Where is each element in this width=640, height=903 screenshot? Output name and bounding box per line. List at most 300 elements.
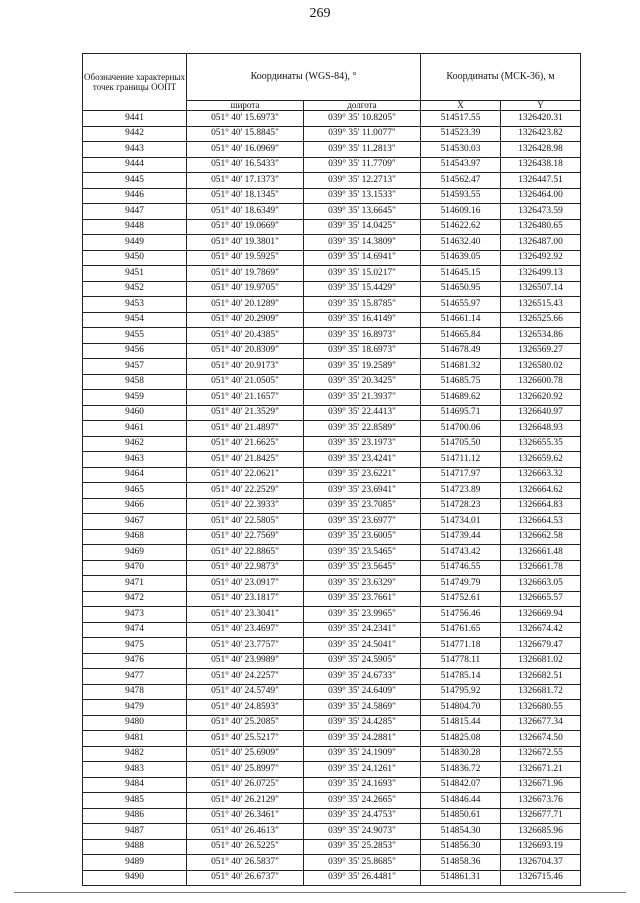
latitude-cell: 051° 40' 25.6909"	[187, 746, 304, 762]
table-row	[83, 328, 581, 344]
point-id: 9447	[83, 204, 187, 220]
longitude-cell: 039° 35' 24.2665"	[304, 793, 421, 809]
table-row	[83, 483, 581, 499]
y-cell: 1326580.02	[501, 359, 581, 375]
y-cell: 1326674.50	[501, 731, 581, 747]
table-row	[83, 591, 581, 607]
y-cell: 1326664.53	[501, 514, 581, 530]
point-id: 9467	[83, 514, 187, 530]
y-cell: 1326620.92	[501, 390, 581, 406]
longitude-cell: 039° 35' 23.7661"	[304, 591, 421, 607]
point-id: 9444	[83, 157, 187, 173]
x-cell: 514825.08	[421, 731, 501, 747]
x-cell: 514517.55	[421, 111, 501, 127]
header-wgs84: Координаты (WGS-84), °	[187, 54, 421, 101]
x-cell: 514830.28	[421, 746, 501, 762]
table-row	[83, 204, 581, 220]
x-cell: 514562.47	[421, 173, 501, 189]
table-row	[83, 839, 581, 855]
latitude-cell: 051° 40' 26.3461"	[187, 808, 304, 824]
longitude-cell: 039° 35' 24.1909"	[304, 746, 421, 762]
table-row	[83, 111, 581, 127]
header-longitude: долгота	[304, 101, 421, 111]
latitude-cell: 051° 40' 22.0621"	[187, 467, 304, 483]
x-cell: 514695.71	[421, 405, 501, 421]
table-row	[83, 653, 581, 669]
table-row	[83, 607, 581, 623]
table-row	[83, 312, 581, 328]
point-id: 9466	[83, 498, 187, 514]
longitude-cell: 039° 35' 24.1261"	[304, 762, 421, 778]
table-row	[83, 436, 581, 452]
longitude-cell: 039° 35' 10.8205"	[304, 111, 421, 127]
table-row	[83, 560, 581, 576]
x-cell: 514645.15	[421, 266, 501, 282]
y-cell: 1326680.55	[501, 700, 581, 716]
x-cell: 514622.62	[421, 219, 501, 235]
longitude-cell: 039° 35' 14.3809"	[304, 235, 421, 251]
longitude-cell: 039° 35' 15.0217"	[304, 266, 421, 282]
longitude-cell: 039° 35' 23.5465"	[304, 545, 421, 561]
longitude-cell: 039° 35' 23.6941"	[304, 483, 421, 499]
x-cell: 514804.70	[421, 700, 501, 716]
point-id: 9465	[83, 483, 187, 499]
latitude-cell: 051° 40' 19.0669"	[187, 219, 304, 235]
point-id: 9490	[83, 870, 187, 886]
longitude-cell: 039° 35' 24.4285"	[304, 715, 421, 731]
longitude-cell: 039° 35' 14.6941"	[304, 250, 421, 266]
point-id: 9488	[83, 839, 187, 855]
longitude-cell: 039° 35' 11.2813"	[304, 142, 421, 158]
y-cell: 1326447.51	[501, 173, 581, 189]
header-msk36: Координаты (МСК-36), м	[421, 54, 581, 101]
latitude-cell: 051° 40' 21.1657"	[187, 390, 304, 406]
longitude-cell: 039° 35' 24.5905"	[304, 653, 421, 669]
latitude-cell: 051° 40' 19.9705"	[187, 281, 304, 297]
x-cell: 514854.30	[421, 824, 501, 840]
latitude-cell: 051° 40' 26.6737"	[187, 870, 304, 886]
table-row	[83, 824, 581, 840]
point-id: 9454	[83, 312, 187, 328]
latitude-cell: 051° 40' 19.5925"	[187, 250, 304, 266]
point-id: 9451	[83, 266, 187, 282]
y-cell: 1326677.71	[501, 808, 581, 824]
x-cell: 514632.40	[421, 235, 501, 251]
table-row	[83, 762, 581, 778]
point-id: 9471	[83, 576, 187, 592]
point-id: 9479	[83, 700, 187, 716]
point-id: 9449	[83, 235, 187, 251]
point-id: 9456	[83, 343, 187, 359]
table-row	[83, 421, 581, 437]
point-id: 9478	[83, 684, 187, 700]
longitude-cell: 039° 35' 22.4413"	[304, 405, 421, 421]
x-cell: 514689.62	[421, 390, 501, 406]
x-cell: 514815.44	[421, 715, 501, 731]
table-row	[83, 405, 581, 421]
table-row	[83, 235, 581, 251]
latitude-cell: 051° 40' 21.0505"	[187, 374, 304, 390]
x-cell: 514593.55	[421, 188, 501, 204]
table-row	[83, 808, 581, 824]
longitude-cell: 039° 35' 15.4429"	[304, 281, 421, 297]
longitude-cell: 039° 35' 14.0425"	[304, 219, 421, 235]
header-latitude: широта	[187, 101, 304, 111]
y-cell: 1326473.59	[501, 204, 581, 220]
x-cell: 514846.44	[421, 793, 501, 809]
latitude-cell: 051° 40' 23.9989"	[187, 653, 304, 669]
longitude-cell: 039° 35' 24.5869"	[304, 700, 421, 716]
x-cell: 514795.92	[421, 684, 501, 700]
table-row	[83, 638, 581, 654]
point-id: 9470	[83, 560, 187, 576]
point-id: 9460	[83, 405, 187, 421]
point-id: 9472	[83, 591, 187, 607]
point-id: 9462	[83, 436, 187, 452]
y-cell: 1326681.02	[501, 653, 581, 669]
table-row	[83, 622, 581, 638]
point-id: 9453	[83, 297, 187, 313]
table-row	[83, 529, 581, 545]
table-row	[83, 870, 581, 886]
latitude-cell: 051° 40' 24.8593"	[187, 700, 304, 716]
longitude-cell: 039° 35' 25.8685"	[304, 855, 421, 871]
point-id: 9450	[83, 250, 187, 266]
longitude-cell: 039° 35' 24.9073"	[304, 824, 421, 840]
y-cell: 1326669.94	[501, 607, 581, 623]
x-cell: 514717.97	[421, 467, 501, 483]
coordinates-table	[82, 53, 581, 886]
point-id: 9446	[83, 188, 187, 204]
longitude-cell: 039° 35' 24.6733"	[304, 669, 421, 685]
table-row	[83, 281, 581, 297]
x-cell: 514685.75	[421, 374, 501, 390]
y-cell: 1326674.42	[501, 622, 581, 638]
point-id: 9457	[83, 359, 187, 375]
footer-divider	[14, 892, 626, 893]
y-cell: 1326420.31	[501, 111, 581, 127]
point-id: 9445	[83, 173, 187, 189]
latitude-cell: 051° 40' 26.5225"	[187, 839, 304, 855]
latitude-cell: 051° 40' 22.3933"	[187, 498, 304, 514]
x-cell: 514681.32	[421, 359, 501, 375]
latitude-cell: 051° 40' 25.2085"	[187, 715, 304, 731]
x-cell: 514678.49	[421, 343, 501, 359]
latitude-cell: 051° 40' 20.1289"	[187, 297, 304, 313]
page-number: 269	[309, 6, 331, 21]
latitude-cell: 051° 40' 24.2257"	[187, 669, 304, 685]
point-id: 9468	[83, 529, 187, 545]
longitude-cell: 039° 35' 18.6973"	[304, 343, 421, 359]
point-id: 9483	[83, 762, 187, 778]
x-cell: 514705.50	[421, 436, 501, 452]
y-cell: 1326655.35	[501, 436, 581, 452]
table-row	[83, 266, 581, 282]
x-cell: 514761.65	[421, 622, 501, 638]
latitude-cell: 051° 40' 26.5837"	[187, 855, 304, 871]
x-cell: 514743.42	[421, 545, 501, 561]
x-cell: 514771.18	[421, 638, 501, 654]
latitude-cell: 051° 40' 25.5217"	[187, 731, 304, 747]
y-cell: 1326671.96	[501, 777, 581, 793]
longitude-cell: 039° 35' 12.2713"	[304, 173, 421, 189]
y-cell: 1326659.62	[501, 452, 581, 468]
table-row	[83, 746, 581, 762]
x-cell: 514728.23	[421, 498, 501, 514]
point-id: 9477	[83, 669, 187, 685]
header-x: X	[421, 101, 501, 111]
latitude-cell: 051° 40' 16.5433"	[187, 157, 304, 173]
point-id: 9476	[83, 653, 187, 669]
table-row	[83, 793, 581, 809]
latitude-cell: 051° 40' 18.6349"	[187, 204, 304, 220]
table-row	[83, 700, 581, 716]
y-cell: 1326665.57	[501, 591, 581, 607]
table-row	[83, 142, 581, 158]
table-row	[83, 731, 581, 747]
y-cell: 1326685.96	[501, 824, 581, 840]
x-cell: 514609.16	[421, 204, 501, 220]
point-id: 9486	[83, 808, 187, 824]
longitude-cell: 039° 35' 22.8589"	[304, 421, 421, 437]
table-row	[83, 467, 581, 483]
latitude-cell: 051° 40' 26.4613"	[187, 824, 304, 840]
longitude-cell: 039° 35' 20.3425"	[304, 374, 421, 390]
table-row	[83, 250, 581, 266]
x-cell: 514785.14	[421, 669, 501, 685]
latitude-cell: 051° 40' 22.9873"	[187, 560, 304, 576]
latitude-cell: 051° 40' 17.1373"	[187, 173, 304, 189]
y-cell: 1326438.18	[501, 157, 581, 173]
table-row	[83, 343, 581, 359]
longitude-cell: 039° 35' 24.5041"	[304, 638, 421, 654]
point-id: 9469	[83, 545, 187, 561]
latitude-cell: 051° 40' 15.6973"	[187, 111, 304, 127]
y-cell: 1326662.58	[501, 529, 581, 545]
table-row	[83, 514, 581, 530]
y-cell: 1326682.51	[501, 669, 581, 685]
y-cell: 1326663.05	[501, 576, 581, 592]
longitude-cell: 039° 35' 23.6329"	[304, 576, 421, 592]
point-id: 9485	[83, 793, 187, 809]
x-cell: 514661.14	[421, 312, 501, 328]
point-id: 9484	[83, 777, 187, 793]
y-cell: 1326499.13	[501, 266, 581, 282]
latitude-cell: 051° 40' 20.4385"	[187, 328, 304, 344]
table-body	[83, 111, 581, 886]
y-cell: 1326569.27	[501, 343, 581, 359]
latitude-cell: 051° 40' 26.2129"	[187, 793, 304, 809]
y-cell: 1326715.46	[501, 870, 581, 886]
point-id: 9473	[83, 607, 187, 623]
y-cell: 1326671.21	[501, 762, 581, 778]
y-cell: 1326480.65	[501, 219, 581, 235]
x-cell: 514523.39	[421, 126, 501, 142]
x-cell: 514749.79	[421, 576, 501, 592]
x-cell: 514756.46	[421, 607, 501, 623]
y-cell: 1326664.62	[501, 483, 581, 499]
x-cell: 514711.12	[421, 452, 501, 468]
y-cell: 1326640.97	[501, 405, 581, 421]
longitude-cell: 039° 35' 23.6977"	[304, 514, 421, 530]
x-cell: 514543.97	[421, 157, 501, 173]
latitude-cell: 051° 40' 25.8997"	[187, 762, 304, 778]
y-cell: 1326673.76	[501, 793, 581, 809]
x-cell: 514752.61	[421, 591, 501, 607]
latitude-cell: 051° 40' 19.7869"	[187, 266, 304, 282]
y-cell: 1326681.72	[501, 684, 581, 700]
longitude-cell: 039° 35' 26.4481"	[304, 870, 421, 886]
x-cell: 514639.05	[421, 250, 501, 266]
table-row	[83, 157, 581, 173]
longitude-cell: 039° 35' 25.2853"	[304, 839, 421, 855]
latitude-cell: 051° 40' 22.5805"	[187, 514, 304, 530]
point-id: 9464	[83, 467, 187, 483]
y-cell: 1326704.37	[501, 855, 581, 871]
longitude-cell: 039° 35' 16.4149"	[304, 312, 421, 328]
point-id: 9452	[83, 281, 187, 297]
longitude-cell: 039° 35' 23.1973"	[304, 436, 421, 452]
table-row	[83, 576, 581, 592]
point-id: 9455	[83, 328, 187, 344]
y-cell: 1326600.78	[501, 374, 581, 390]
table-row	[83, 173, 581, 189]
x-cell: 514665.84	[421, 328, 501, 344]
y-cell: 1326428.98	[501, 142, 581, 158]
y-cell: 1326679.47	[501, 638, 581, 654]
latitude-cell: 051° 40' 20.8309"	[187, 343, 304, 359]
table-row	[83, 498, 581, 514]
x-cell: 514778.11	[421, 653, 501, 669]
point-id: 9481	[83, 731, 187, 747]
point-id: 9441	[83, 111, 187, 127]
latitude-cell: 051° 40' 26.0725"	[187, 777, 304, 793]
latitude-cell: 051° 40' 22.7569"	[187, 529, 304, 545]
latitude-cell: 051° 40' 23.0917"	[187, 576, 304, 592]
latitude-cell: 051° 40' 23.7757"	[187, 638, 304, 654]
y-cell: 1326423.82	[501, 126, 581, 142]
y-cell: 1326663.32	[501, 467, 581, 483]
y-cell: 1326534.86	[501, 328, 581, 344]
longitude-cell: 039° 35' 24.2881"	[304, 731, 421, 747]
table-row	[83, 715, 581, 731]
y-cell: 1326693.19	[501, 839, 581, 855]
table-row	[83, 359, 581, 375]
longitude-cell: 039° 35' 11.0077"	[304, 126, 421, 142]
point-id: 9489	[83, 855, 187, 871]
table-row	[83, 374, 581, 390]
y-cell: 1326492.92	[501, 250, 581, 266]
longitude-cell: 039° 35' 24.2341"	[304, 622, 421, 638]
table-row	[83, 188, 581, 204]
y-cell: 1326487.00	[501, 235, 581, 251]
longitude-cell: 039° 35' 15.8785"	[304, 297, 421, 313]
point-id: 9463	[83, 452, 187, 468]
latitude-cell: 051° 40' 22.2529"	[187, 483, 304, 499]
x-cell: 514850.61	[421, 808, 501, 824]
longitude-cell: 039° 35' 19.2589"	[304, 359, 421, 375]
latitude-cell: 051° 40' 20.9173"	[187, 359, 304, 375]
latitude-cell: 051° 40' 20.2909"	[187, 312, 304, 328]
longitude-cell: 039° 35' 16.8973"	[304, 328, 421, 344]
latitude-cell: 051° 40' 23.1817"	[187, 591, 304, 607]
latitude-cell: 051° 40' 19.3801"	[187, 235, 304, 251]
y-cell: 1326661.78	[501, 560, 581, 576]
y-cell: 1326507.14	[501, 281, 581, 297]
longitude-cell: 039° 35' 24.6409"	[304, 684, 421, 700]
longitude-cell: 039° 35' 23.9965"	[304, 607, 421, 623]
x-cell: 514836.72	[421, 762, 501, 778]
x-cell: 514734.01	[421, 514, 501, 530]
x-cell: 514858.36	[421, 855, 501, 871]
point-id: 9480	[83, 715, 187, 731]
point-id: 9461	[83, 421, 187, 437]
header-y: Y	[501, 101, 581, 111]
y-cell: 1326664.83	[501, 498, 581, 514]
y-cell: 1326672.55	[501, 746, 581, 762]
point-id: 9474	[83, 622, 187, 638]
point-id: 9442	[83, 126, 187, 142]
point-id: 9459	[83, 390, 187, 406]
table-row	[83, 219, 581, 235]
table-row	[83, 297, 581, 313]
y-cell: 1326677.34	[501, 715, 581, 731]
y-cell: 1326525.66	[501, 312, 581, 328]
latitude-cell: 051° 40' 23.3041"	[187, 607, 304, 623]
longitude-cell: 039° 35' 13.6645"	[304, 204, 421, 220]
longitude-cell: 039° 35' 21.3937"	[304, 390, 421, 406]
table-row	[83, 855, 581, 871]
table-row	[83, 545, 581, 561]
longitude-cell: 039° 35' 24.1693"	[304, 777, 421, 793]
table-row	[83, 126, 581, 142]
x-cell: 514739.44	[421, 529, 501, 545]
latitude-cell: 051° 40' 18.1345"	[187, 188, 304, 204]
point-id: 9443	[83, 142, 187, 158]
x-cell: 514842.07	[421, 777, 501, 793]
x-cell: 514861.31	[421, 870, 501, 886]
longitude-cell: 039° 35' 24.4753"	[304, 808, 421, 824]
y-cell: 1326661.48	[501, 545, 581, 561]
latitude-cell: 051° 40' 21.6625"	[187, 436, 304, 452]
x-cell: 514700.06	[421, 421, 501, 437]
table-row	[83, 777, 581, 793]
y-cell: 1326515.43	[501, 297, 581, 313]
point-id: 9458	[83, 374, 187, 390]
latitude-cell: 051° 40' 21.3529"	[187, 405, 304, 421]
longitude-cell: 039° 35' 23.6005"	[304, 529, 421, 545]
x-cell: 514530.03	[421, 142, 501, 158]
latitude-cell: 051° 40' 16.0969"	[187, 142, 304, 158]
table-row	[83, 390, 581, 406]
latitude-cell: 051° 40' 22.8865"	[187, 545, 304, 561]
latitude-cell: 051° 40' 21.4897"	[187, 421, 304, 437]
y-cell: 1326648.93	[501, 421, 581, 437]
table-row	[83, 452, 581, 468]
x-cell: 514746.55	[421, 560, 501, 576]
longitude-cell: 039° 35' 11.7709"	[304, 157, 421, 173]
y-cell: 1326464.00	[501, 188, 581, 204]
point-id: 9482	[83, 746, 187, 762]
latitude-cell: 051° 40' 15.8845"	[187, 126, 304, 142]
longitude-cell: 039° 35' 23.4241"	[304, 452, 421, 468]
longitude-cell: 039° 35' 13.1533"	[304, 188, 421, 204]
header-point-designation: Обозначение характерных точек границы ООПТ	[83, 54, 187, 111]
x-cell: 514655.97	[421, 297, 501, 313]
x-cell: 514856.30	[421, 839, 501, 855]
table-row	[83, 669, 581, 685]
point-id: 9448	[83, 219, 187, 235]
